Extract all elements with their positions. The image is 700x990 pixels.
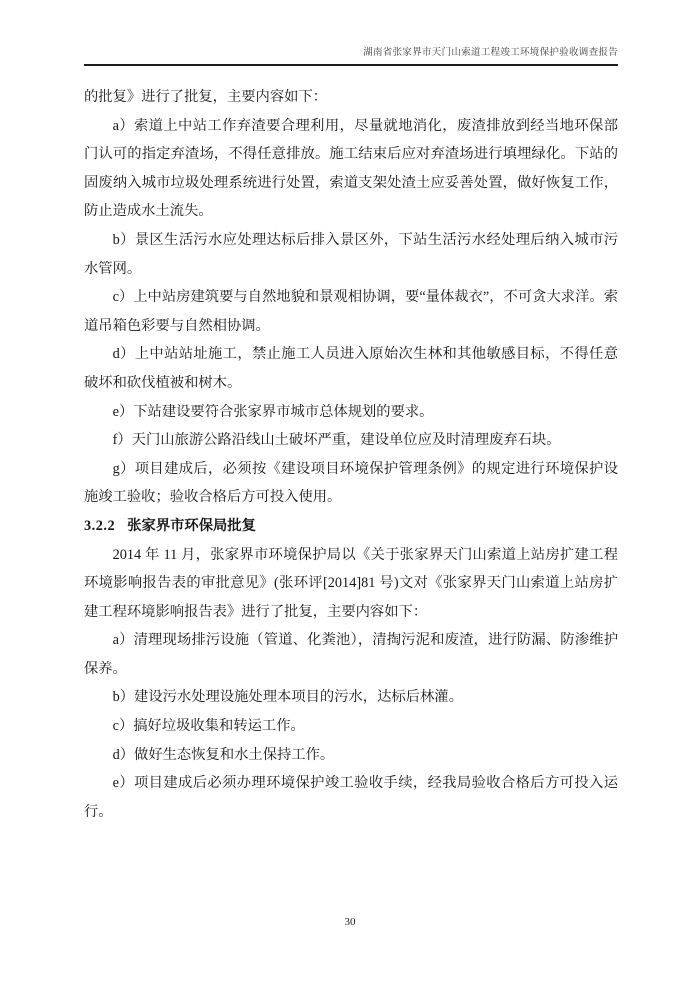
list-item-a2: a）清理现场排污设施（管道、化粪池），清掏污泥和废渣，进行防漏、防渗维护保养。 [84,632,618,677]
list-item-e2: e）项目建成后必须办理环境保护竣工验收手续，经我局验收合格后方可投入运行。 [84,775,618,820]
section-number: 3.2.2 [84,517,116,534]
section-title: 张家界市环保局批复 [127,517,256,534]
body-paragraph-2014: 2014 年 11 月，张家界市环境保护局以《关于张家界天门山索道上站房扩建工程环境影响报告表的审批意见》(张环评[2014]81 号)文对《张家界天门山索道上站房扩建工程环境影响报告表》进行了批复，主要内容如下： [84,546,618,620]
list-item-d1: d）上中站站址施工，禁止施工人员进入原始次生林和其他敏感目标，不得任意破坏和砍伐植被和树木。 [84,346,618,391]
list-item-g1: g）项目建成后，必须按《建设项目环境保护管理条例》的规定进行环境保护设施竣工验收；验收合格后方可投入使用。 [84,460,618,506]
page-number: 30 [344,916,356,928]
list-item-d2: d）做好生态恢复和水土保持工作。 [112,746,335,763]
document-body [84,83,618,826]
list-item-b1: b）景区生活污水应处理达标后排入景区外，下站生活污水经处理后纳入城市污水管网。 [84,231,618,277]
body-paragraph-continuation: 的批复》进行了批复，主要内容如下： [84,89,328,105]
section-heading [84,512,618,541]
page-header [84,42,618,66]
header-title: 湖南省张家界市天门山索道工程竣工环境保护验收调查报告 [363,48,618,58]
list-item-c1: c）上中站房建筑要与自然地貌和景观相协调，要“量体裁衣”，不可贪大求洋。索道吊箱色彩要与自然相协调。 [84,289,618,334]
list-item-a1: a）索道上中站工作弃渣要合理利用，尽量就地消化，废渣排放到经当地环保部门认可的指定弃渣场，不得任意排放。施工结束后应对弃渣场进行填埋绿化。下站的固废纳入城市垃圾处理系统进行处置，索道支架处渣土应妥善处置，做好恢复工作，防止造成水土流失。 [84,117,618,220]
list-item-e1: e）下站建设要符合张家界市城市总体规划的要求。 [112,403,434,420]
list-item-c2: c）搞好垃圾收集和转运工作。 [112,718,305,735]
page-footer [0,912,700,930]
list-item-f1: f）天门山旅游公路沿线山土破坏严重，建设单位应及时清理废弃石块。 [112,432,561,449]
list-item-b2: b）建设污水处理设施处理本项目的污水，达标后林灌。 [112,689,463,706]
